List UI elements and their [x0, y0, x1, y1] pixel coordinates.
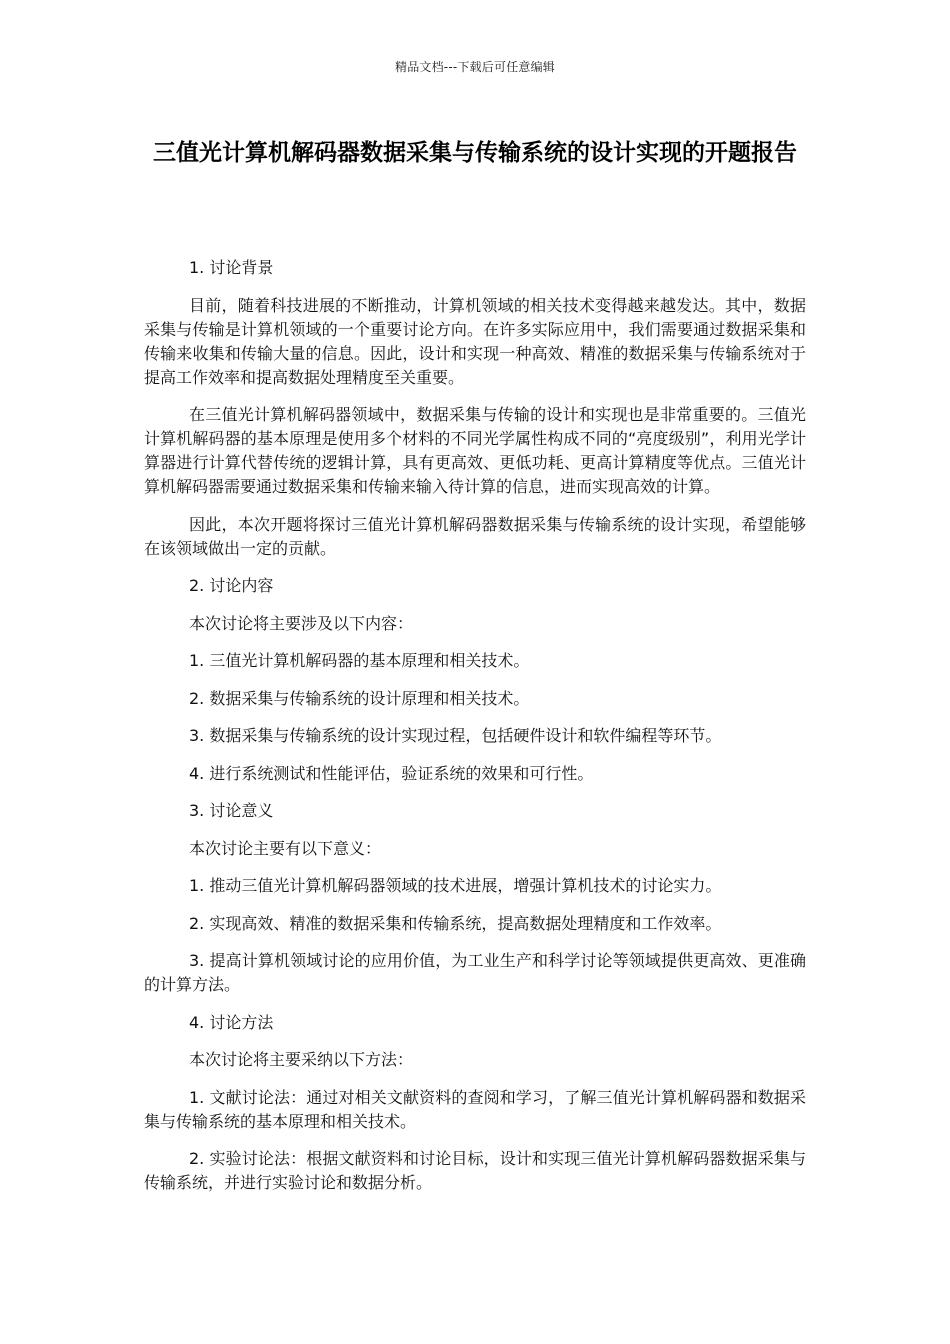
paragraph-method-intro: 本次讨论将主要采纳以下方法：: [189, 1050, 414, 1069]
list-item-method-1: 1. 文献讨论法：通过对相关文献资料的查阅和学习，了解三值光计算机解码器和数据采集与传输系统的基本原理和相关技术。: [144, 1087, 806, 1131]
section-heading-significance: 3. 讨论意义: [189, 801, 274, 820]
paragraph-content-intro: 本次讨论将主要涉及以下内容：: [189, 613, 414, 633]
section-heading-method: 4. 讨论方法: [189, 1012, 274, 1032]
list-item-content-4: 4. 进行系统测试和性能评估，验证系统的效果和可行性。: [189, 763, 594, 783]
list-item-content-1: 1. 三值光计算机解码器的基本原理和相关技术。: [189, 651, 530, 670]
header-note: 精品文档---下载后可任意编辑: [395, 60, 555, 74]
list-item-significance-2: 2. 实现高效、精准的数据采集和传输系统，提高数据处理精度和工作效率。: [189, 913, 722, 933]
paragraph-background-3: 因此，本次开题将探讨三值光计算机解码器数据采集与传输系统的设计实现，希望能够在该领域做出一定的贡献。: [144, 514, 806, 558]
section-heading-background: 1. 讨论背景: [189, 258, 274, 277]
list-item-content-2: 2. 数据采集与传输系统的设计原理和相关技术。: [189, 688, 530, 708]
list-item-significance-1: 1. 推动三值光计算机解码器领域的技术进展，增强计算机技术的讨论实力。: [189, 876, 722, 895]
document-title: 三值光计算机解码器数据采集与传输系统的设计实现的开题报告: [153, 140, 797, 166]
paragraph-background-2: 在三值光计算机解码器领域中，数据采集与传输的设计和实现也是非常重要的。三值光计算机解码器的基本原理是使用多个材料的不同光学属性构成不同的“亮度级别”，利用光学计算器进行计算代替传统的逻辑计算，具有更高效、更低功耗、更高计算精度等优点。三值光计算机解码器需要通过数据采集和传输来输入待计算的信息，进而实现高效的计算。: [144, 405, 806, 496]
list-item-method-2: 2. 实验讨论法：根据文献资料和讨论目标，设计和实现三值光计算机解码器数据采集与传输系统，并进行实验讨论和数据分析。: [144, 1149, 806, 1192]
list-item-content-3: 3. 数据采集与传输系统的设计实现过程，包括硬件设计和软件编程等环节。: [189, 726, 722, 745]
paragraph-significance-intro: 本次讨论主要有以下意义：: [189, 838, 382, 858]
paragraph-background-1: 目前，随着科技进展的不断推动，计算机领域的相关技术变得越来越发达。其中，数据采集与传输是计算机领域的一个重要讨论方向。在许多实际应用中，我们需要通过数据采集和传输来收集和传输大量的信息。因此，设计和实现一种高效、精准的数据采集与传输系统对于提高工作效率和提高数据处理精度至关重要。: [144, 295, 806, 387]
document-body: [144, 256, 806, 1209]
list-item-significance-3: 3. 提高计算机领域讨论的应用价值，为工业生产和科学讨论等领域提供更高效、更准确的计算方法。: [144, 951, 806, 994]
section-heading-content: 2. 讨论内容: [189, 576, 274, 595]
